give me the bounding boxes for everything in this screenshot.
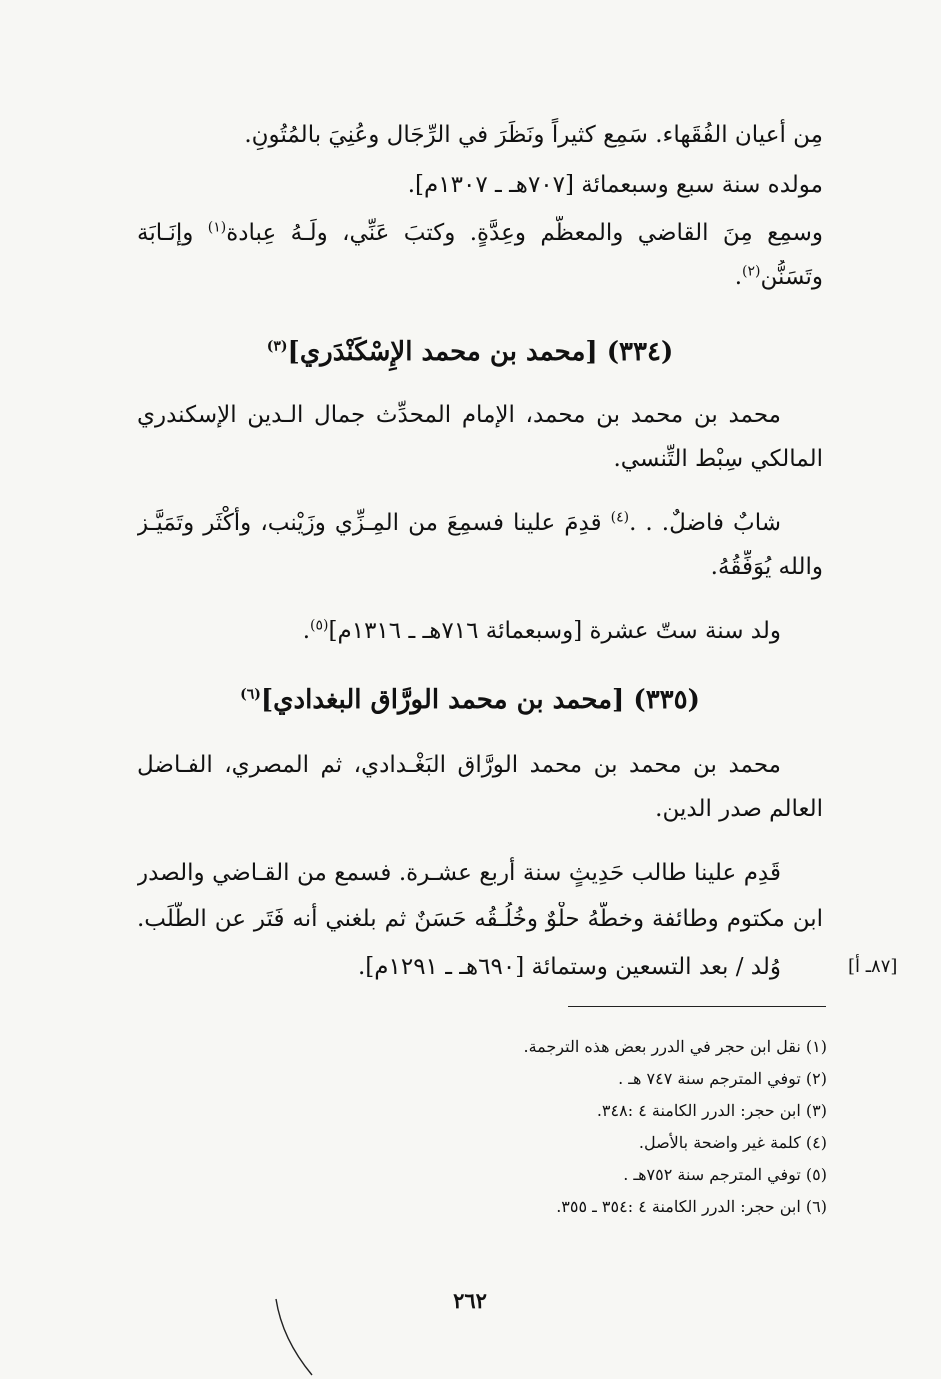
footnote-1: (١) نقل ابن حجر في الدرر بعض هذه الترجمة. <box>523 1037 827 1056</box>
footnote-3: (٣) ابن حجر: الدرر الكامنة ٤ :٣٤٨. <box>596 1101 827 1120</box>
margin-folio-note: [٨٧ـ أ] <box>848 956 898 977</box>
entry335-p3: وُلد / بعد التسعين وستمائة [٦٩٠هـ ـ ١٢٩١م]. <box>357 954 781 980</box>
footnote-ref-4: (٤) <box>610 509 630 526</box>
footnote-ref-1: (١) <box>207 219 227 236</box>
entry335-p1-line1: محمد بن محمد بن محمد الورَّاق البَغْـدادي، ثم المصري، الفـاضل <box>137 752 781 778</box>
footnote-5: (٥) توفي المترجم سنة ٧٥٢هـ . <box>623 1165 827 1184</box>
entry-heading-335 <box>120 680 820 720</box>
entry334-p3-end: . <box>302 618 311 644</box>
line4-end: . <box>734 264 743 290</box>
entry335-p1-line2: العالم صدر الدين. <box>655 796 823 822</box>
footnote-divider <box>568 1006 826 1007</box>
entry334-p1-line1: محمد بن محمد بن محمد، الإمام المحدِّث جمال الـدين الإسكندري <box>137 402 781 428</box>
line3-text: وسمِع مِنَ القاضي والمعظَّم وعِدَّةٍ. وكتبَ عَنِّي، ولَـهُ عِبادة <box>226 220 823 246</box>
entry-heading-334 <box>120 332 820 372</box>
footnote-2: (٢) توفي المترجم سنة ٧٤٧ هـ . <box>618 1069 827 1088</box>
entry334-p2-line2: والله يُوَفِّقُهُ. <box>710 554 823 580</box>
entry334-p2-b: قدِمَ علينا فسمِعَ من المِـزِّي وزَيْنب، وأكْثَر وتَمَيَّـز <box>137 510 602 536</box>
footnote-ref-2: (٢) <box>742 263 761 280</box>
entry334-p2-line1 <box>137 506 781 540</box>
text-line-1: مِن أعيان الفُقَهاء. سَمِع كثيراً ونَظَرَ في الرِّجَال وعُنِيَ بالمُتُونِ. <box>244 122 823 148</box>
text-line-4 <box>137 260 823 294</box>
entry335-p2-line2: ابن مكتوم وطائفة وخطُّهُ حلْوٌ وخُلُـقُه حَسَنٌ ثم بلغني أنه فَتَر عن الطَّلَب. <box>137 906 823 932</box>
text-line-3 <box>137 216 823 250</box>
page-number: ٢٦٢ <box>453 1288 487 1313</box>
entry334-p2-a: شابٌ فاضلٌ. . . <box>629 510 781 536</box>
entry334-p3-text: ولد سنة ستّ عشرة [وسبعمائة ٧١٦هـ ـ ١٣١٦م] <box>328 618 781 644</box>
footnote-ref-3: (٣) <box>266 338 288 355</box>
footnote-ref-5: (٥) <box>310 617 329 634</box>
heading-335-text: (٣٣٥) [محمد بن محمد الورَّاق البغدادي] <box>260 685 700 715</box>
footnote-4: (٤) كلمة غير واضحة بالأصل. <box>638 1133 827 1152</box>
text-line-2: مولده سنة سبع وسبعمائة [٧٠٧هـ ـ ١٣٠٧م]. <box>407 172 823 198</box>
entry334-p3 <box>137 614 781 648</box>
pen-stroke-mark <box>270 1295 330 1379</box>
line3-tail: وإنَـابَة <box>137 220 194 246</box>
footnote-6: (٦) ابن حجر: الدرر الكامنة ٤ :٣٥٤ ـ ٣٥٥. <box>556 1197 827 1216</box>
entry335-p2-line1: قَدِم علينا طالب حَدِيثٍ سنة أربع عشـرة. فسمع من القـاضي والصدر <box>137 860 781 886</box>
footnote-ref-6: (٦) <box>240 686 261 703</box>
entry334-p1-line2: المالكي سِبْط التِّنسي. <box>613 446 823 472</box>
line4-text: وتَسَنُّن <box>760 264 823 290</box>
heading-334-text: (٣٣٤) [محمد بن محمد الإِسْكَنْدَري] <box>287 337 674 367</box>
